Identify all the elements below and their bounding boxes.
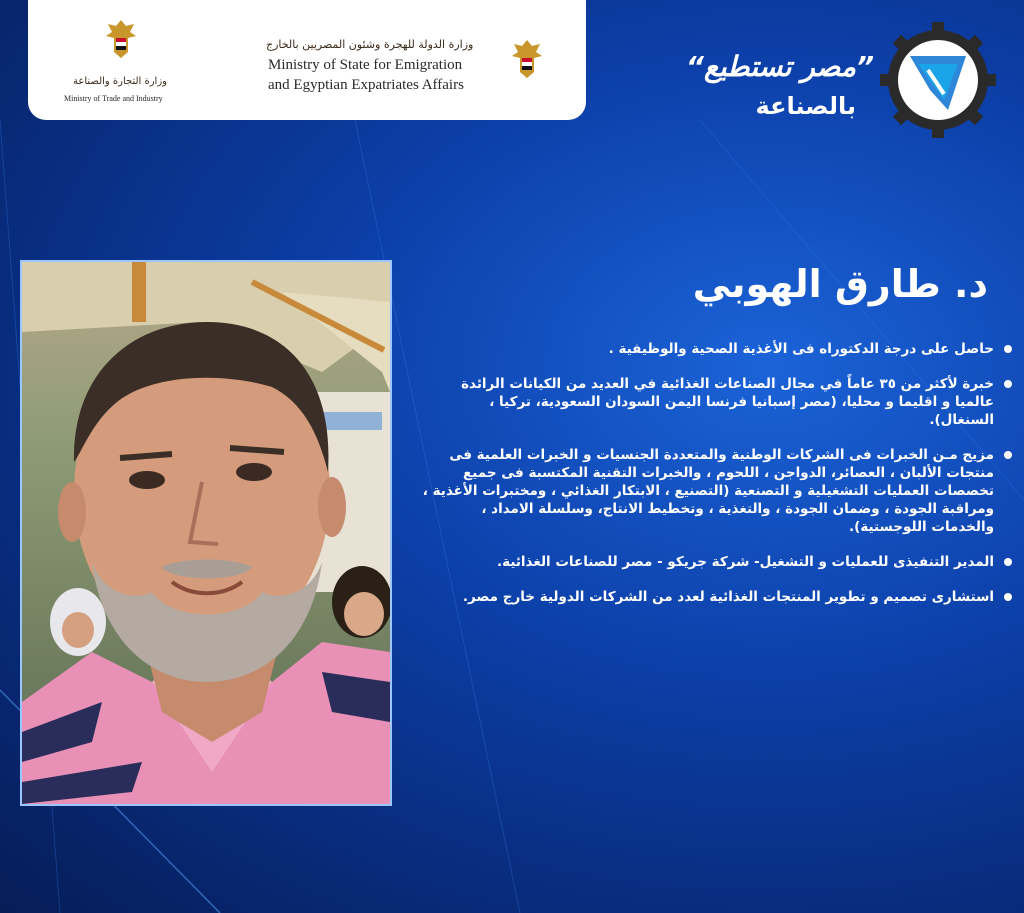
bio-list bbox=[420, 340, 1016, 623]
emigration-ministry-name-en-1: Ministry of State for Emigration bbox=[268, 57, 463, 73]
bio-item: المدير التنفيذى للعمليات و التشغيل- شركة جريكو - مصر للصناعات الغذائية. bbox=[420, 553, 1016, 571]
slogan-egypt-can: ”مصر تستطيع“ bbox=[685, 50, 874, 83]
bio-item: خبرة لأكثر من ٣٥ عاماً في مجال الصناعات الغذائية في العديد من الكيانات الرائدة عالميا و اقليما و محليا، (مصر إسبانيا فرنسا اليمن السودان السعودية، تركيا ، السنغال). bbox=[420, 375, 1016, 429]
profile-name: د. طارق الهوبي bbox=[692, 262, 988, 306]
bio-item: مزيج مـن الخبرات فى الشركات الوطنية والمتعددة الجنسيات و الخبرات العلمية فى منتجات الألبان ، العصائر، الدواجن ، اللحوم ، والخبرات التقنية المكتسبة فى جميع تخصصات العمليات التشغيلية و التصنعية (التصنيع ، الابتكار الغذائي ، ومختبرات الأغذية ، ومراقبة الجودة ، وضمان الجودة ، والتغذية ، وتخطيط الانتاج، وسلسلة الامداد ، والخدمات اللوجستية). bbox=[420, 446, 1016, 536]
trade-ministry-name-ar: وزارة التجارة والصناعة bbox=[73, 76, 167, 87]
profile-photo bbox=[20, 260, 392, 806]
egypt-eagle-icon bbox=[510, 38, 544, 80]
slogan-with-industry: بالصناعة bbox=[755, 92, 856, 120]
profile-photo-illustration bbox=[22, 262, 390, 804]
bio-item: حاصل على درجة الدكتوراه فى الأغذية الصحية والوظيفية . bbox=[420, 340, 1016, 358]
bio-item: استشارى تصميم و تطوير المنتجات الغذائية لعدد من الشركات الدولية خارج مصر. bbox=[420, 588, 1016, 606]
emigration-ministry-name-en-2: and Egyptian Expatriates Affairs bbox=[268, 77, 464, 93]
gear-logo-icon bbox=[878, 20, 998, 140]
egypt-eagle-icon bbox=[104, 18, 138, 60]
emigration-ministry-name-ar: وزارة الدولة للهجرة وشئون المصريين بالخارج bbox=[266, 38, 474, 51]
trade-ministry-name-en: Ministry of Trade and Industry bbox=[64, 94, 163, 103]
ministry-logo-panel bbox=[28, 0, 586, 120]
